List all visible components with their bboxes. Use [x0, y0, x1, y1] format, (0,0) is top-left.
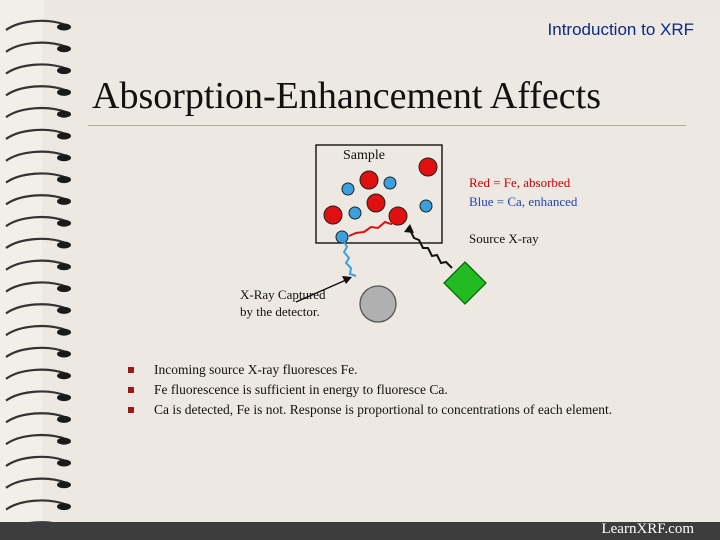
bullet-item — [128, 360, 648, 380]
bullet-item — [128, 400, 648, 420]
source-xray-arrowhead — [404, 224, 414, 233]
source-label: Source X-ray — [469, 231, 539, 246]
ca-atom — [336, 231, 348, 243]
detector — [360, 286, 396, 322]
source-xray-path — [410, 230, 452, 268]
bullet-list — [128, 360, 648, 420]
ca-fluorescence-path — [343, 240, 356, 276]
sample-label: Sample — [343, 148, 385, 163]
ca-atom — [420, 200, 432, 212]
bullet-text: Fe fluorescence is sufficient in energy to fluoresce Ca. — [154, 382, 448, 397]
bullet-marker — [128, 407, 134, 413]
bullet-marker — [128, 367, 134, 373]
bullet-text: Ca is detected, Fe is not. Response is proportional to concentrations of each element. — [154, 402, 613, 417]
fe-atom — [324, 206, 342, 224]
legend-ca: Blue = Ca, enhanced — [469, 194, 578, 209]
course-title: Introduction to XRF — [547, 20, 694, 39]
captured-label-line2: by the detector. — [240, 304, 320, 319]
fe-fluorescence-path — [349, 219, 397, 236]
bullet-item — [128, 380, 648, 400]
fe-atom — [360, 171, 378, 189]
fe-atom — [367, 194, 385, 212]
bullet-text: Incoming source X-ray fluoresces Fe. — [154, 362, 358, 377]
captured-arrowhead — [342, 276, 352, 284]
bullet-marker — [128, 387, 134, 393]
ca-atom — [342, 183, 354, 195]
fe-atom — [419, 158, 437, 176]
legend-fe: Red = Fe, absorbed — [469, 175, 571, 190]
footer-site: LearnXRF.com — [601, 521, 694, 537]
captured-label-line1: X-Ray Captured — [240, 287, 326, 302]
slide-title: Absorption-Enhancement Affects — [92, 75, 601, 117]
xray-source — [444, 262, 486, 304]
ca-atom — [349, 207, 361, 219]
ca-atom — [384, 177, 396, 189]
